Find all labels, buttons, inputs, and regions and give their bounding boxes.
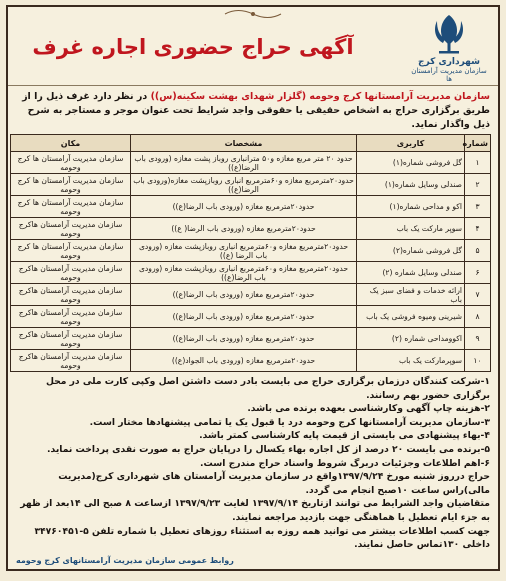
table-row (11, 174, 491, 196)
row-spec: حدود۲۰مترمربع مغازه (ورودی باب الرضا(ع)) (131, 284, 357, 306)
row-place: سازمان مدیریت آرامستان ها کرج وحومه (11, 196, 131, 218)
row-place: سازمان مدیریت آرامستان هاکرج وحومه (11, 306, 131, 328)
col-header-place: مکان (11, 135, 131, 152)
intro-organization: سازمان مدیریت آرامستانها کرج وحومه (گلزار شهدای بهشت سکینه(س)) (150, 91, 490, 102)
row-place: سازمان مدیریت آرامستان ها کرج وحومه (11, 174, 131, 196)
table-row (11, 328, 491, 350)
row-number: ۶ (465, 262, 491, 284)
table-row (11, 196, 491, 218)
row-place: سازمان مدیریت آرامستان هاکرج وحومه (11, 328, 131, 350)
table-row (11, 152, 491, 174)
intro-paragraph (8, 86, 498, 134)
col-header-spec: مشخصات (131, 135, 357, 152)
table-row (11, 306, 491, 328)
logo-text-organization: سازمان مدیریت آرامستان ها (411, 67, 487, 83)
row-use: سوپر مارکت یک باب (357, 218, 465, 240)
row-number: ۱ (465, 152, 491, 174)
row-number: ۷ (465, 284, 491, 306)
conditions-notes (8, 372, 498, 552)
logo-text-municipality: شهرداری کرج (418, 57, 480, 67)
col-header-use: کاربری (357, 135, 465, 152)
row-spec: حدود۲۰مترمربع مغازه (ورودی باب الرضا( ع)) (131, 218, 357, 240)
row-number: ۴ (465, 218, 491, 240)
row-place: سازمان مدیریت آرامستان ها کرج وحومه (11, 152, 131, 174)
organization-logo (408, 11, 490, 83)
row-use: اکو و مداحی شماره(۱) (357, 196, 465, 218)
note-item: حراج درروز شنبه مورخ ۱۳۹۷/۹/۲۴واقع در سازمان مدیریت آرامستان های شهرداری کرج(مدیریت مالی)راس ساعت ۱۰صبح انجام می گردد. (58, 471, 490, 496)
note-item: ۱-شرکت کنندگان درزمان برگزاری حراج می بایست بادر دست داشتن اصل وکپی کارت ملی در محل برگزاری حضور بهم رسانند. (45, 376, 490, 401)
row-use: گل فروشی شماره(۲) (357, 240, 465, 262)
row-number: ۲ (465, 174, 491, 196)
row-place: سازمان مدیریت آرامستان هاکرج وحومه (11, 350, 131, 372)
row-use: ارائه خدمات و فضای سبز یک باب (357, 284, 465, 306)
tulip-logo-icon (429, 11, 469, 55)
header (8, 7, 498, 86)
row-spec: حدود۲۰مترمربع مغازه (ورودی باب الجواد(ع)) (131, 350, 357, 372)
note-item: ۶-اهم اطلاعات وجزئیات دربرگ شروط واسناد حراج مندرج است. (200, 457, 490, 469)
footer-public-relations: روابط عمومی سازمان مدیریت آرامستانهای کرج وحومه (16, 556, 234, 565)
shops-table (10, 134, 491, 372)
row-spec: حدود۲۰مترمربع مغازه (ورودی باب الرضا(ع)) (131, 328, 357, 350)
advertisement-page (6, 5, 500, 571)
note-item: ۲-هزینه چاپ آگهی وکارشناسی بعهده برنده می باشد. (247, 403, 490, 415)
table-row (11, 218, 491, 240)
row-use: شیرینی ومیوه فروشی یک باب (357, 306, 465, 328)
row-use: گل فروشی شماره(۱) (357, 152, 465, 174)
page-title: آگهی حراج حضوری اجاره غرف (32, 35, 354, 59)
row-number: ۸ (465, 306, 491, 328)
row-use: صندلی وسایل شماره (۲) (357, 262, 465, 284)
row-use: سوپرمارکت یک باب (357, 350, 465, 372)
row-number: ۵ (465, 240, 491, 262)
row-place: سازمان مدیریت آرامستان هاکرج وحومه (11, 284, 131, 306)
row-spec: حدود۲۰مترمربع مغازه و۶۰مترمربع انباری روبازپشت مغازه (ورودی باب الرضا(ع)) (131, 262, 357, 284)
row-place: سازمان مدیریت آرامستان ها کرج وحومه (11, 240, 131, 262)
row-place: سازمان مدیریت آرامستان هاکرج وحومه (11, 218, 131, 240)
ornament-icon (223, 7, 283, 21)
row-spec: حدود۲۰مترمربع مغازه و۶۰مترمربع انباری روبازپشت مغازه(ورودی باب الرضا(ع)) (131, 174, 357, 196)
table-row (11, 350, 491, 372)
note-item: جهت کسب اطلاعات بیشتر می توانید همه روزه به استثناء روزهای تعطیل با شماره تلفن ۵-۳۴۷۶۰۴۵۱ داخلی ۱۳۰تماس حاصل نمایند. (34, 525, 490, 551)
row-spec: حدود۲۰مترمربع مغازه (ورودی باب الرضا(ع)) (131, 196, 357, 218)
intro-text: در نظر دارد غرف ذیل را از طریق برگزاری حراج به اشخاص حقیقی یا حقوقی واجد شرایط تحت عنوان موجر و مستاجر به شرح ذیل واگذار نماید. (22, 91, 490, 130)
note-item: ۳-سازمان مدیریت آرامستانها کرج وحومه درد یا قبول یک یا تمامی پیشنهادها مختار است. (89, 416, 490, 428)
table-header-row (11, 135, 491, 152)
row-place: سازمان مدیریت آرامستان هاکرج وحومه (11, 262, 131, 284)
note-item: ۴-بهاء پیشنهادی می بایستی از قیمت پایه کارشناسی کمتر باشد. (199, 430, 490, 442)
row-use: اکوومداحی شماره (۲) (357, 328, 465, 350)
row-spec: حدود۲۰مترمربع مغازه و۶۰مترمربع انباری روبازپشت مغازه (ورودی باب الرضا (ع)) (131, 240, 357, 262)
row-spec: حدود۲۰مترمربع مغازه (ورودی باب الرضا(ع)) (131, 306, 357, 328)
table-row (11, 284, 491, 306)
note-item: متقاضیان واجد الشرایط می توانند ازتاریخ ۱۳۹۷/۹/۱۴ لغایت ۱۳۹۷/۹/۲۳ ازساعت ۸ صبح الی ۱۴بعد از ظهر به جزء ایام تعطیل با هماهنگی جهت بازدید مراجعه نمایند. (20, 498, 490, 523)
col-header-number: شماره (465, 135, 491, 152)
row-use: صندلی وسایل شماره(۱) (357, 174, 465, 196)
table-row (11, 262, 491, 284)
table-row (11, 240, 491, 262)
row-spec: حدود ۲۰ متر مربع مغازه و۵۰ مترانباری روباز پشت مغازه (ورودی باب الرضا(ع)) (131, 152, 357, 174)
row-number: ۱۰ (465, 350, 491, 372)
row-number: ۹ (465, 328, 491, 350)
row-number: ۳ (465, 196, 491, 218)
note-item: ۵-برنده می بایست ۲۰ درصد از کل اجاره بهاء یکسال را درپایان حراج به صورت نقدی پرداخت نماید. (47, 443, 490, 455)
